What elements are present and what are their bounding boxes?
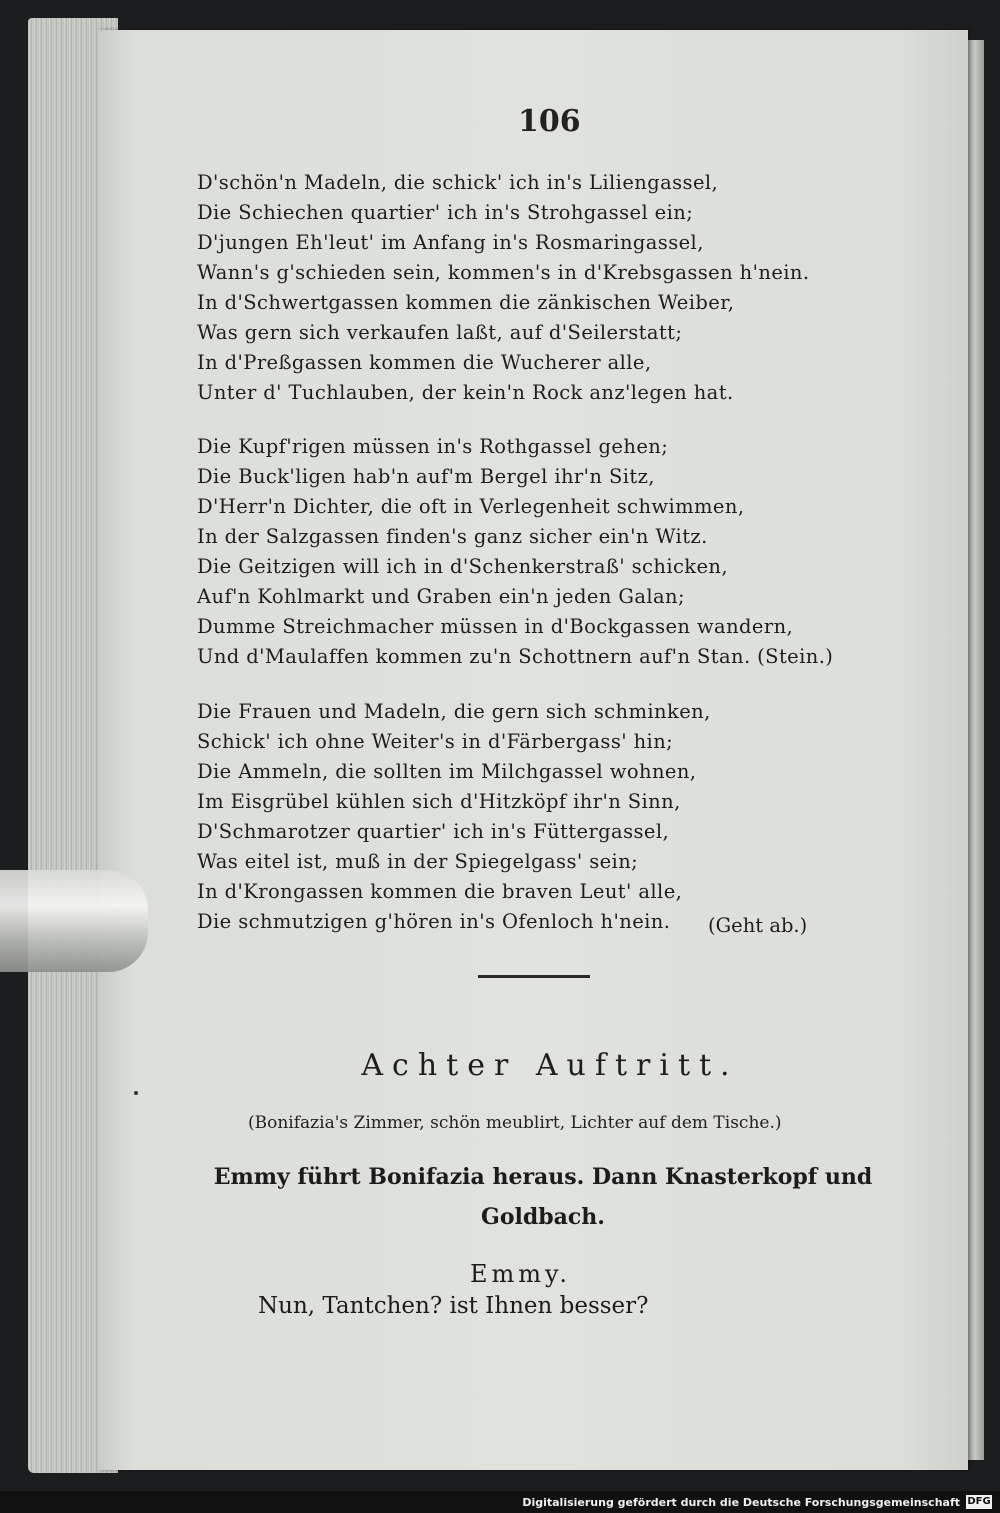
verse-line: Die Schiechen quartier' ich in's Strohgassel ein; [197,201,694,224]
speech-line: Nun, Tantchen? ist Ihnen besser? [258,1293,649,1319]
verse-line: Schick' ich ohne Weiter's in d'Färbergass' hin; [197,730,674,753]
verse-line: In d'Schwertgassen kommen die zänkischen Weiber, [197,291,735,314]
verse-line: Unter d' Tuchlauben, der kein'n Rock anz'legen hat. [197,381,734,404]
verse-line: Die Geitzigen will ich in d'Schenkerstraß' schicken, [197,555,728,578]
verse-line: Die Frauen und Madeln, die gern sich schminken, [197,700,711,723]
verse-line: Was gern sich verkaufen laßt, auf d'Seilerstatt; [197,321,683,344]
verse-line: Im Eisgrübel kühlen sich d'Hitzköpf ihr'n Sinn, [197,790,681,813]
verse-line: D'Herr'n Dichter, die oft in Verlegenheit schwimmen, [197,495,745,518]
section-divider [478,975,590,978]
funding-credit: Digitalisierung gefördert durch die Deutsche Forschungsgemeinschaft [522,1496,960,1509]
verse-line: In d'Preßgassen kommen die Wucherer alle, [197,351,652,374]
page-clip [0,870,148,972]
footer-bar [0,1491,1000,1513]
page-number: 106 [518,104,581,139]
verse-line: Die schmutzigen g'hören in's Ofenloch h'nein. [197,910,671,933]
scene-title: Achter Auftritt. [361,1048,739,1083]
verse-line: D'schön'n Madeln, die schick' ich in's Liliengassel, [197,171,719,194]
dfg-logo: DFG [967,1496,991,1507]
verse-line: Wann's g'schieden sein, kommen's in d'Krebsgassen h'nein. [197,261,810,284]
stanza-1 [197,168,809,408]
verse-line: Die Ammeln, die sollten im Milchgassel wohnen, [197,760,697,783]
verse-line: D'Schmarotzer quartier' ich in's Füttergassel, [197,820,670,843]
verse-line: Die Kupf'rigen müssen in's Rothgassel gehen; [197,435,669,458]
verse-line: Die Buck'ligen hab'n auf'm Bergel ihr'n Sitz, [197,465,655,488]
verse-line: In d'Krongassen kommen die braven Leut' alle, [197,880,683,903]
scene-action: Emmy führt Bonifazia heraus. Dann Knasterkopf und Goldbach. [213,1164,873,1230]
page-speck [134,1091,138,1095]
stanza-2 [197,432,833,672]
exit-note: (Geht ab.) [708,914,808,937]
stage-direction: (Bonifazia's Zimmer, schön meublirt, Lichter auf dem Tische.) [248,1113,782,1133]
verse-line: Und d'Maulaffen kommen zu'n Schottnern auf'n Stan. (Stein.) [197,645,834,668]
verse-line: Auf'n Kohlmarkt und Graben ein'n jeden Galan; [197,585,685,608]
verse-line: Was eitel ist, muß in der Spiegelgass' sein; [197,850,639,873]
verse-line: D'jungen Eh'leut' im Anfang in's Rosmaringassel, [197,231,704,254]
verse-line: Dumme Streichmacher müssen in d'Bockgassen wandern, [197,615,794,638]
verse-line: In der Salzgassen finden's ganz sicher ein'n Witz. [197,525,708,548]
speaker-name: Emmy. [470,1260,572,1288]
stanza-3 [197,697,711,937]
